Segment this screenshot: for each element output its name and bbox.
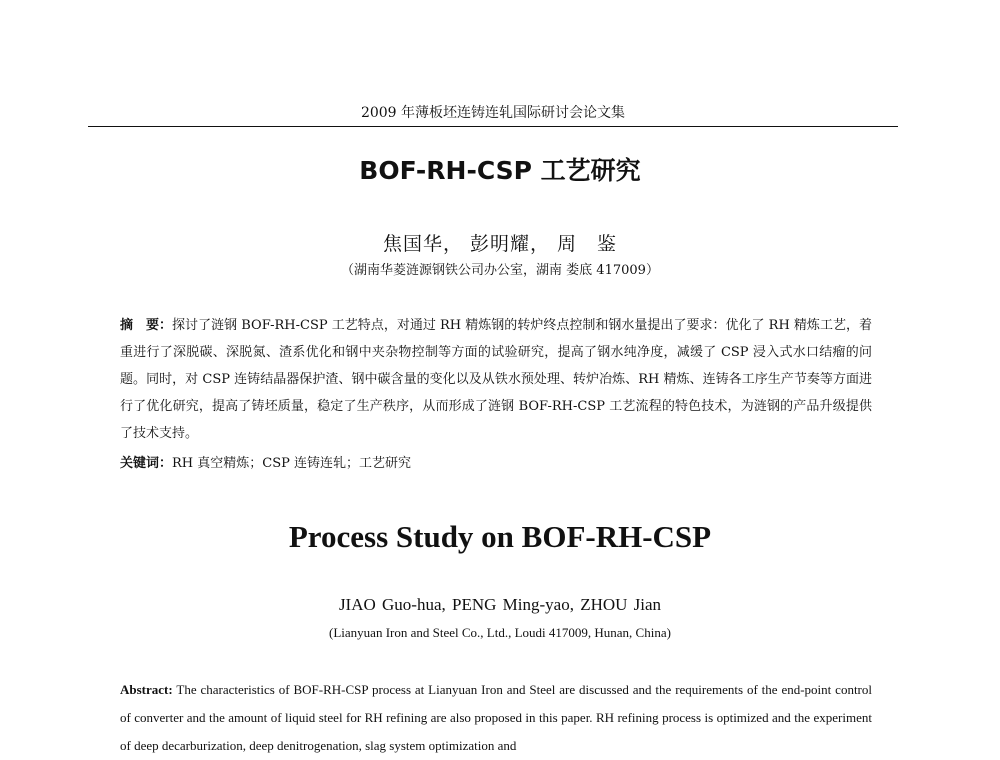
- chinese-authors: 焦国华， 彭明耀， 周 鉴: [382, 233, 618, 255]
- header-rule: [88, 126, 898, 127]
- chinese-abstract: [120, 312, 872, 447]
- chinese-abstract-label: 摘 要：: [120, 318, 173, 333]
- english-abstract-text: The characteristics of BOF-RH-CSP process at Lianyuan Iron and Steel are discussed and the requirements of the end-point control of converter and the amount of liquid steel for RH refining are also proposed in this paper. RH refining process is optimized and the experiment of deep decarburization, deep denitrogenation, slag system optimization and: [120, 682, 873, 753]
- english-abstract: [120, 676, 872, 760]
- english-authors: JIAO Guo-hua, PENG Ming-yao, ZHOU Jian: [338, 595, 662, 614]
- chinese-keywords-label: 关键词：: [120, 456, 173, 471]
- english-abstract-label: Abstract:: [120, 682, 173, 697]
- chinese-affiliation: （湖南华菱涟源钢铁公司办公室，湖南 娄底 417009）: [341, 263, 659, 278]
- chinese-title: BOF-RH-CSP 工艺研究: [359, 156, 641, 185]
- english-affiliation: (Lianyuan Iron and Steel Co., Ltd., Loudi 417009, Hunan, China): [329, 625, 671, 640]
- running-header: 2009 年薄板坯连铸连轧国际研讨会论文集: [360, 105, 626, 121]
- english-title: Process Study on BOF-RH-CSP: [288, 519, 712, 554]
- chinese-keywords: [120, 454, 872, 474]
- chinese-keywords-text: RH 真空精炼；CSP 连铸连轧；工艺研究: [172, 456, 412, 471]
- chinese-abstract-text: 探讨了涟钢 BOF-RH-CSP 工艺特点，对通过 RH 精炼钢的转炉终点控制和钢水量提出了要求：优化了 RH 精炼工艺，着重进行了深脱碳、深脱氮、渣系优化和钢中夹杂物控制等方面的试验研究，提高了钢水纯净度，减缓了 CSP 浸入式水口结瘤的问题。同时，对 CSP 连铸结晶器保护渣、钢中碳含量的变化以及从铁水预处理、转炉冶炼、RH 精炼、连铸各工序生产节奏等方面进行了优化研究，提高了铸坯质量，稳定了生产秩序，从而形成了涟钢 BOF-RH-CSP 工艺流程的特色技术，为涟钢的产品升级提供了技术支持。: [120, 318, 872, 441]
